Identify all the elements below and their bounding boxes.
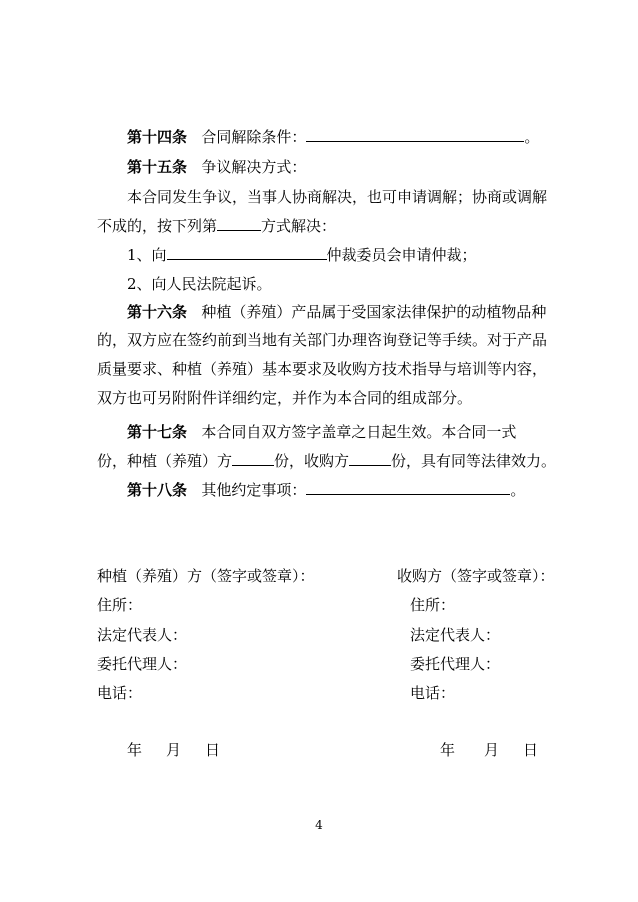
option-1-suffix: 仲裁委员会申请仲裁； bbox=[326, 246, 477, 264]
article-17-line-2 bbox=[97, 451, 556, 471]
article-15-para-2 bbox=[97, 216, 336, 236]
other-terms-blank bbox=[306, 480, 510, 495]
right-date-month: 月 bbox=[484, 741, 500, 759]
article-15-option-2: 2、向人民法院起诉。 bbox=[127, 275, 272, 293]
right-address-label: 住所： bbox=[410, 596, 456, 614]
article-15-heading bbox=[127, 157, 306, 177]
arbitration-committee-blank bbox=[167, 245, 327, 260]
article-15-para-1: 本合同发生争议，当事人协商解决，也可申请调解；协商或调解 bbox=[127, 188, 548, 206]
article-16-line-3: 质量要求、种植（养殖）基本要求及收购方技术指导与培训等内容， bbox=[97, 360, 548, 378]
right-agent-label: 委托代理人： bbox=[410, 655, 501, 673]
left-date-month: 月 bbox=[166, 741, 182, 759]
article-18-title: 第十八条 bbox=[127, 481, 188, 499]
grower-copies-blank bbox=[232, 451, 274, 466]
article-17-text-2b: 份，收购方 bbox=[274, 452, 350, 470]
article-14 bbox=[127, 127, 539, 147]
article-17-title: 第十七条 bbox=[127, 423, 188, 441]
article-17-text-1: 本合同自双方签字盖章之日起生效。本合同一式 bbox=[201, 423, 517, 441]
article-18-end: 。 bbox=[510, 481, 526, 499]
article-17-text-2c: 份，具有同等法律效力。 bbox=[391, 452, 557, 470]
right-date-day: 日 bbox=[523, 741, 539, 759]
buyer-copies-blank bbox=[349, 451, 391, 466]
page-number: 4 bbox=[315, 818, 323, 832]
left-date-day: 日 bbox=[205, 741, 221, 759]
article-17-line-1 bbox=[127, 422, 516, 442]
right-legal-rep-label: 法定代表人： bbox=[410, 626, 501, 644]
article-16-line-4: 双方也可另附附件详细约定，并作为本合同的组成部分。 bbox=[97, 389, 473, 407]
left-date-year: 年 bbox=[127, 741, 143, 759]
article-15-para-2a: 不成的，按下列第 bbox=[97, 217, 218, 235]
article-16-text-1: 种植（养殖）产品属于受国家法律保护的动植物品种 bbox=[201, 303, 547, 321]
dispute-method-blank bbox=[217, 216, 261, 231]
right-date-year: 年 bbox=[440, 741, 456, 759]
article-18 bbox=[127, 480, 525, 500]
article-16-title: 第十六条 bbox=[127, 303, 188, 321]
article-15-option-1 bbox=[127, 245, 477, 265]
left-legal-rep-label: 法定代表人： bbox=[97, 626, 188, 644]
article-15-title: 第十五条 bbox=[127, 158, 188, 176]
right-phone-label: 电话： bbox=[410, 684, 456, 702]
article-14-end: 。 bbox=[524, 128, 540, 146]
article-16-line-1 bbox=[127, 302, 546, 322]
left-party-label: 种植（养殖）方（签字或签章）： bbox=[97, 567, 315, 585]
article-18-text: 其他约定事项： bbox=[201, 481, 307, 499]
left-address-label: 住所： bbox=[97, 596, 143, 614]
left-agent-label: 委托代理人： bbox=[97, 655, 188, 673]
article-17-text-2a: 份，种植（养殖）方 bbox=[97, 452, 233, 470]
option-1-prefix: 1、向 bbox=[127, 246, 167, 264]
article-15-para-2b: 方式解决： bbox=[261, 217, 337, 235]
termination-conditions-blank bbox=[306, 127, 524, 142]
article-14-title: 第十四条 bbox=[127, 128, 188, 146]
article-14-text: 合同解除条件： bbox=[201, 128, 307, 146]
article-16-line-2: 的，双方应在签约前到当地有关部门办理咨询登记等手续。对于产品 bbox=[97, 331, 548, 349]
article-15-text: 争议解决方式： bbox=[201, 158, 307, 176]
left-phone-label: 电话： bbox=[97, 684, 143, 702]
right-party-label: 收购方（签字或签章）： bbox=[397, 567, 555, 585]
